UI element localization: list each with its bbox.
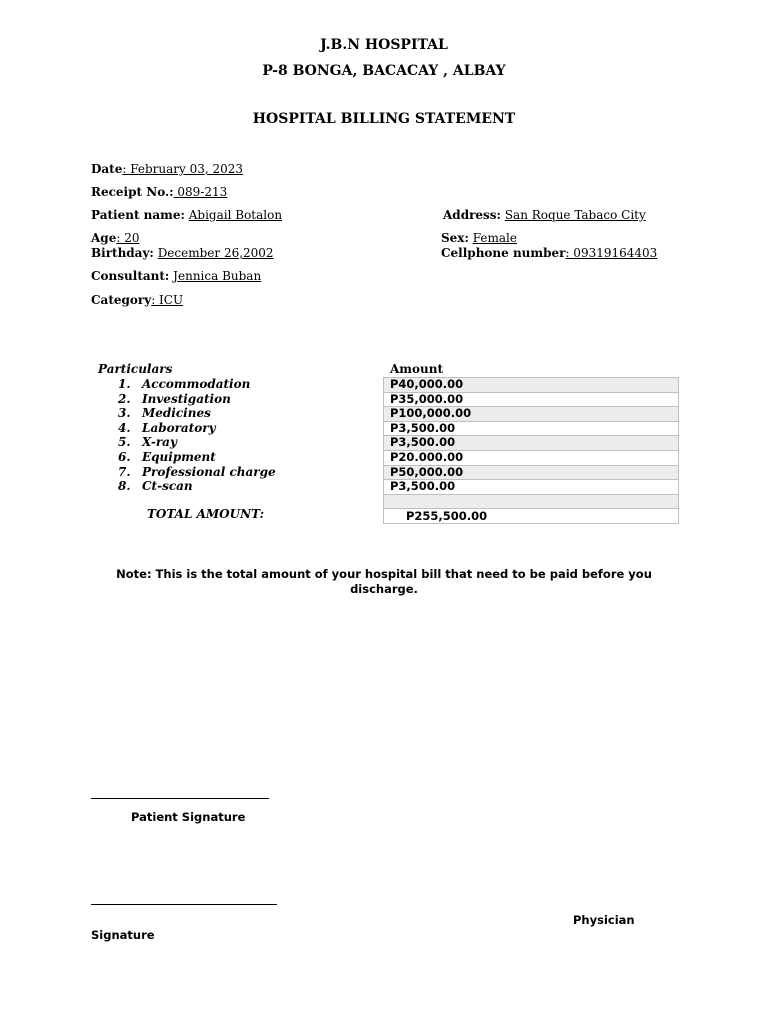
receipt-value: 089-213 (173, 185, 228, 199)
amount-header: Amount (390, 362, 444, 376)
physician-signature-label-cont: Signature (91, 928, 155, 942)
particular-item: 3. Medicines (118, 406, 211, 421)
amount-cell: P20.000.00 (384, 451, 678, 466)
consultant-field (91, 269, 261, 283)
particular-item: 5. X-ray (118, 435, 177, 450)
patient-name-label: Patient name: (91, 208, 185, 222)
date-label: Date (91, 162, 123, 176)
category-value: : ICU (151, 293, 184, 307)
age-field (91, 231, 139, 245)
hospital-name: J.B.N HOSPITAL (320, 37, 448, 53)
total-amount-value: P255,500.00 (384, 509, 678, 524)
physician-signature-line (91, 904, 277, 905)
amount-cell: P100,000.00 (384, 407, 678, 422)
address-value: San Roque Tabaco City (504, 208, 646, 222)
consultant-label: Consultant: (91, 269, 170, 283)
patient-name-field (91, 208, 282, 222)
category-field (91, 293, 183, 307)
amount-table (383, 377, 679, 524)
cellphone-value: : 09319164403 (565, 246, 658, 260)
consultant-value: Jennica Buban (173, 269, 262, 283)
date-value: : February 03, 2023 (122, 162, 244, 176)
patient-signature-line (91, 798, 269, 799)
amount-cell: P3,500.00 (384, 422, 678, 437)
amount-cell: P35,000.00 (384, 393, 678, 408)
birthday-field (91, 246, 274, 260)
receipt-label: Receipt No.: (91, 185, 174, 199)
patient-signature-label: Patient Signature (131, 810, 246, 824)
address-label: Address: (443, 208, 501, 222)
patient-name-value: Abigail Botalon (188, 208, 283, 222)
amount-cell: P3,500.00 (384, 436, 678, 451)
cellphone-field (441, 246, 657, 260)
date-field (91, 162, 243, 176)
particulars-header: Particulars (98, 362, 173, 376)
hospital-address: P-8 BONGA, BACACAY , ALBAY (262, 63, 506, 79)
particular-item: 1. Accommodation (118, 377, 251, 391)
age-value: : 20 (116, 231, 140, 245)
particular-item: 8. Ct-scan (118, 479, 193, 494)
amount-cell: P40,000.00 (384, 378, 678, 393)
particular-item: 4. Laboratory (118, 420, 216, 435)
amount-cell-empty (384, 495, 678, 510)
sex-label: Sex: (441, 231, 469, 245)
total-amount-label: TOTAL AMOUNT: (147, 507, 264, 521)
birthday-label: Birthday: (91, 246, 154, 260)
sex-field (441, 231, 517, 245)
sex-value: Female (472, 231, 517, 245)
particular-item: 7. Professional charge (118, 464, 276, 479)
birthday-value: December 26,2002 (157, 246, 274, 260)
category-label: Category (91, 293, 152, 307)
age-label: Age (91, 231, 117, 245)
receipt-field (91, 185, 227, 199)
billing-note: Note: This is the total amount of your hospital bill that need to be paid before you discharge. (116, 567, 652, 596)
physician-signature-label: Physician (573, 913, 635, 927)
address-field (443, 208, 646, 222)
particular-item: 2. Investigation (118, 391, 231, 406)
amount-cell: P3,500.00 (384, 480, 678, 495)
statement-title: HOSPITAL BILLING STATEMENT (252, 111, 516, 127)
amount-cell: P50,000.00 (384, 466, 678, 481)
cellphone-label: Cellphone number (441, 246, 566, 260)
particular-item: 6. Equipment (118, 450, 216, 464)
